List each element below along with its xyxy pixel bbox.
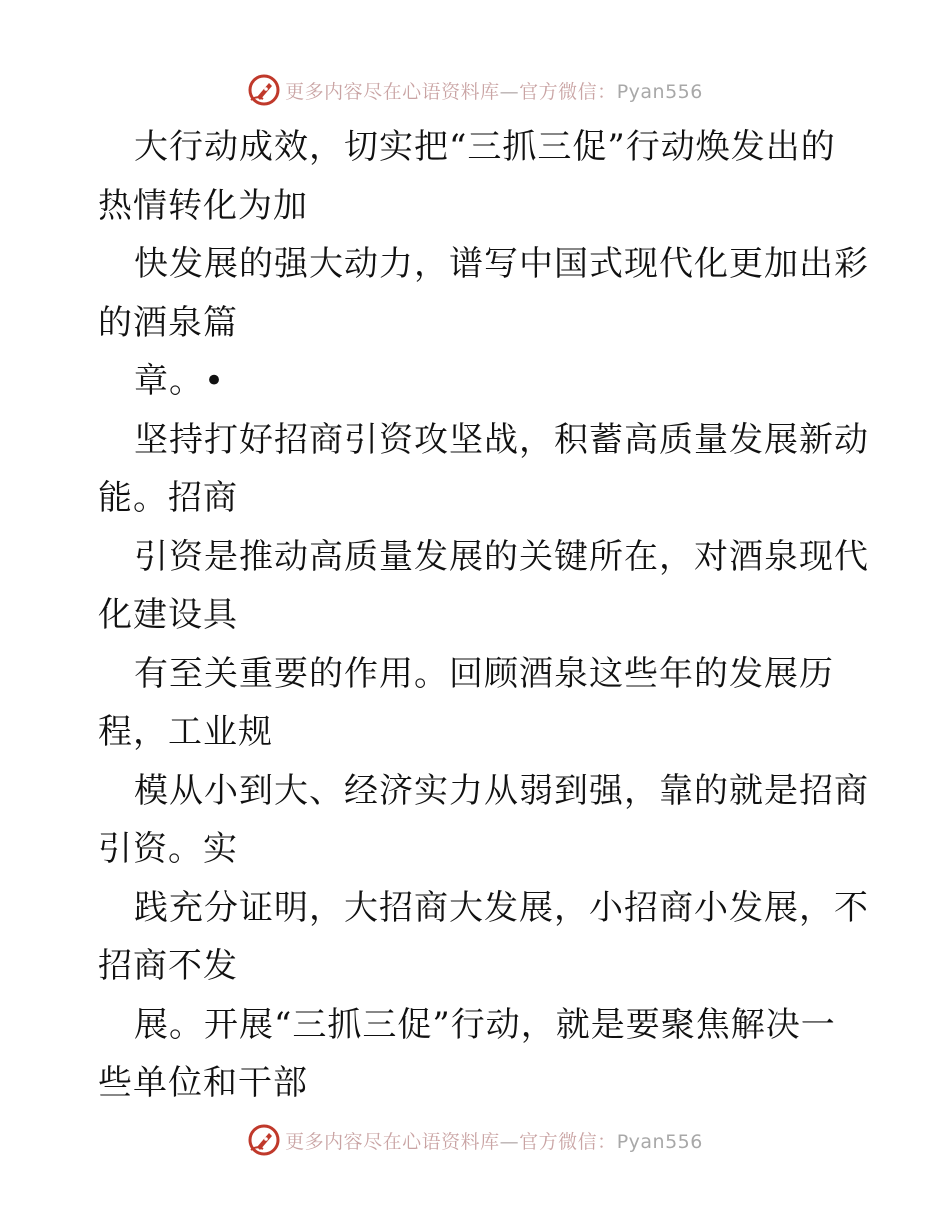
paragraph-line: 引资是推动高质量发展的关键所在，对酒泉现代 <box>134 536 869 577</box>
paragraph-line: 程，工业规 <box>98 712 273 752</box>
document-body <box>98 118 869 1113</box>
paragraph-line: 的酒泉篇 <box>98 302 238 343</box>
header-banner-text: 更多内容尽在心语资料库—官方微信：Pyan556 <box>285 80 703 103</box>
header-banner <box>0 70 950 110</box>
paragraph-line: 大行动成效，切实把“三抓三促”行动焕发出的 <box>134 127 836 167</box>
paragraph-line: 有至关重要的作用。回顾酒泉这些年的发展历 <box>134 653 834 694</box>
paragraph-line: 招商不发 <box>98 946 238 986</box>
footer-banner-text: 更多内容尽在心语资料库—官方微信：Pyan556 <box>285 1130 703 1153</box>
paragraph-line: 坚持打好招商引资攻坚战，积蓄高质量发展新动 <box>134 419 869 460</box>
paragraph-line: 热情转化为加 <box>98 185 308 226</box>
paragraph-line: 化建设具 <box>98 595 238 635</box>
footer-banner <box>0 1120 950 1160</box>
pen-nib-logo-icon <box>247 1123 281 1157</box>
paragraph-line: 章。• <box>134 361 226 401</box>
paragraph-line: 引资。实 <box>98 829 238 869</box>
pen-nib-logo-icon <box>247 73 281 107</box>
paragraph-line: 些单位和干部 <box>98 1063 308 1103</box>
paragraph-line: 快发展的强大动力，谱写中国式现代化更加出彩 <box>134 244 869 284</box>
paragraph-line: 模从小到大、经济实力从弱到强，靠的就是招商 <box>134 770 869 811</box>
paragraph-line: 践充分证明，大招商大发展，小招商小发展，不 <box>134 887 869 928</box>
paragraph-line: 能。招商 <box>98 478 238 518</box>
paragraph-line: 展。开展“三抓三促”行动，就是要聚焦解决一 <box>134 1004 836 1045</box>
